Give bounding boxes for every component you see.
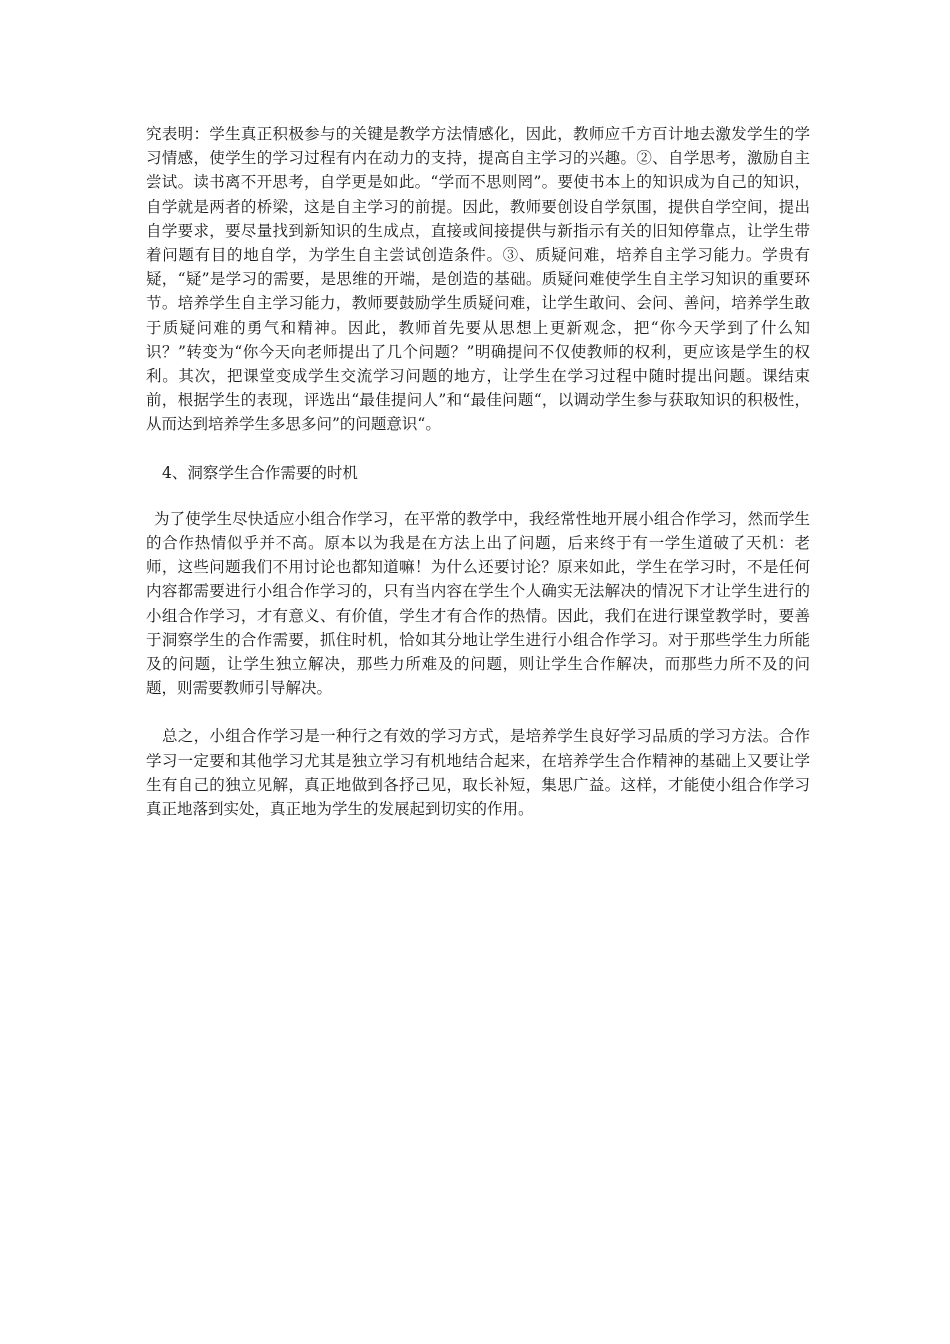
- section-heading: 4、洞察学生合作需要的时机: [162, 463, 358, 482]
- paragraph-continued: 究表明：学生真正积极参与的关键是教学方法情感化，因此，教师应千方百计地去激发学生的学习情感，使学生的学习过程有内在动力的支持，提高自主学习的兴趣。②、自学思考，激励自主尝试。读书离不开思考，自学更是如此。“学而不思则罔”。要使书本上的知识成为自己的知识，自学就是两者的桥梁，这是自主学习的前提。因此，教师要创设自学氛围，提供自学空间，提出自学要求，要尽量找到新知识的生成点，直接或间接提供与新指示有关的旧知停靠点，让学生带着问题有目的地自学，为学生自主尝试创造条件。③、质疑问难，培养自主学习能力。学贵有疑，“疑”是学习的需要，是思维的开端，是创造的基础。质疑问难使学生自主学习知识的重要环节。培养学生自主学习能力，教师要鼓励学生质疑问难，让学生敢问、会问、善问，培养学生敢于质疑问难的勇气和精神。因此，教师首先要从思想上更新观念，把“你今天学到了什么知识？”转变为“你今天向老师提出了几个问题？”明确提问不仅使教师的权利，更应该是学生的权利。其次，把课堂变成学生交流学习问题的地方，让学生在学习过程中随时提出问题。课结束前，根据学生的表现，评选出“最佳提问人”和“最佳问题“，以调动学生参与获取知识的积极性，从而达到培养学生多思多问”的问题意识“。: [146, 125, 810, 434]
- document-body: [146, 122, 810, 821]
- paragraph-conclusion: 总之，小组合作学习是一种行之有效的学习方式，是培养学生良好学习品质的学习方法。合作学习一定要和其他学习尤其是独立学习有机地结合起来，在培养学生合作精神的基础上又要让学生有自己的独立见解，真正地做到各抒己见，取长补短，集思广益。这样，才能使小组合作学习真正地落到实处，真正地为学生的发展起到切实的作用。: [146, 727, 810, 819]
- paragraph-cooperation-timing: 为了使学生尽快适应小组合作学习，在平常的教学中，我经常性地开展小组合作学习，然而学生的合作热情似乎并不高。原本以为我是在方法上出了问题，后来终于有一学生道破了天机：老师，这些问题我们不用讨论也都知道嘛！为什么还要讨论？原来如此，学生在学习时，不是任何内容都需要进行小组合作学习的，只有当内容在学生个人确实无法解决的情况下才让学生进行的小组合作学习，才有意义、有价值，学生才有合作的热情。因此，我们在进行课堂教学时，要善于洞察学生的合作需要，抓住时机，恰如其分地让学生进行小组合作学习。对于那些学生力所能及的问题，让学生独立解决，那些力所难及的问题，则让学生合作解决，而那些力所不及的问题，则需要教师引导解决。: [146, 509, 810, 698]
